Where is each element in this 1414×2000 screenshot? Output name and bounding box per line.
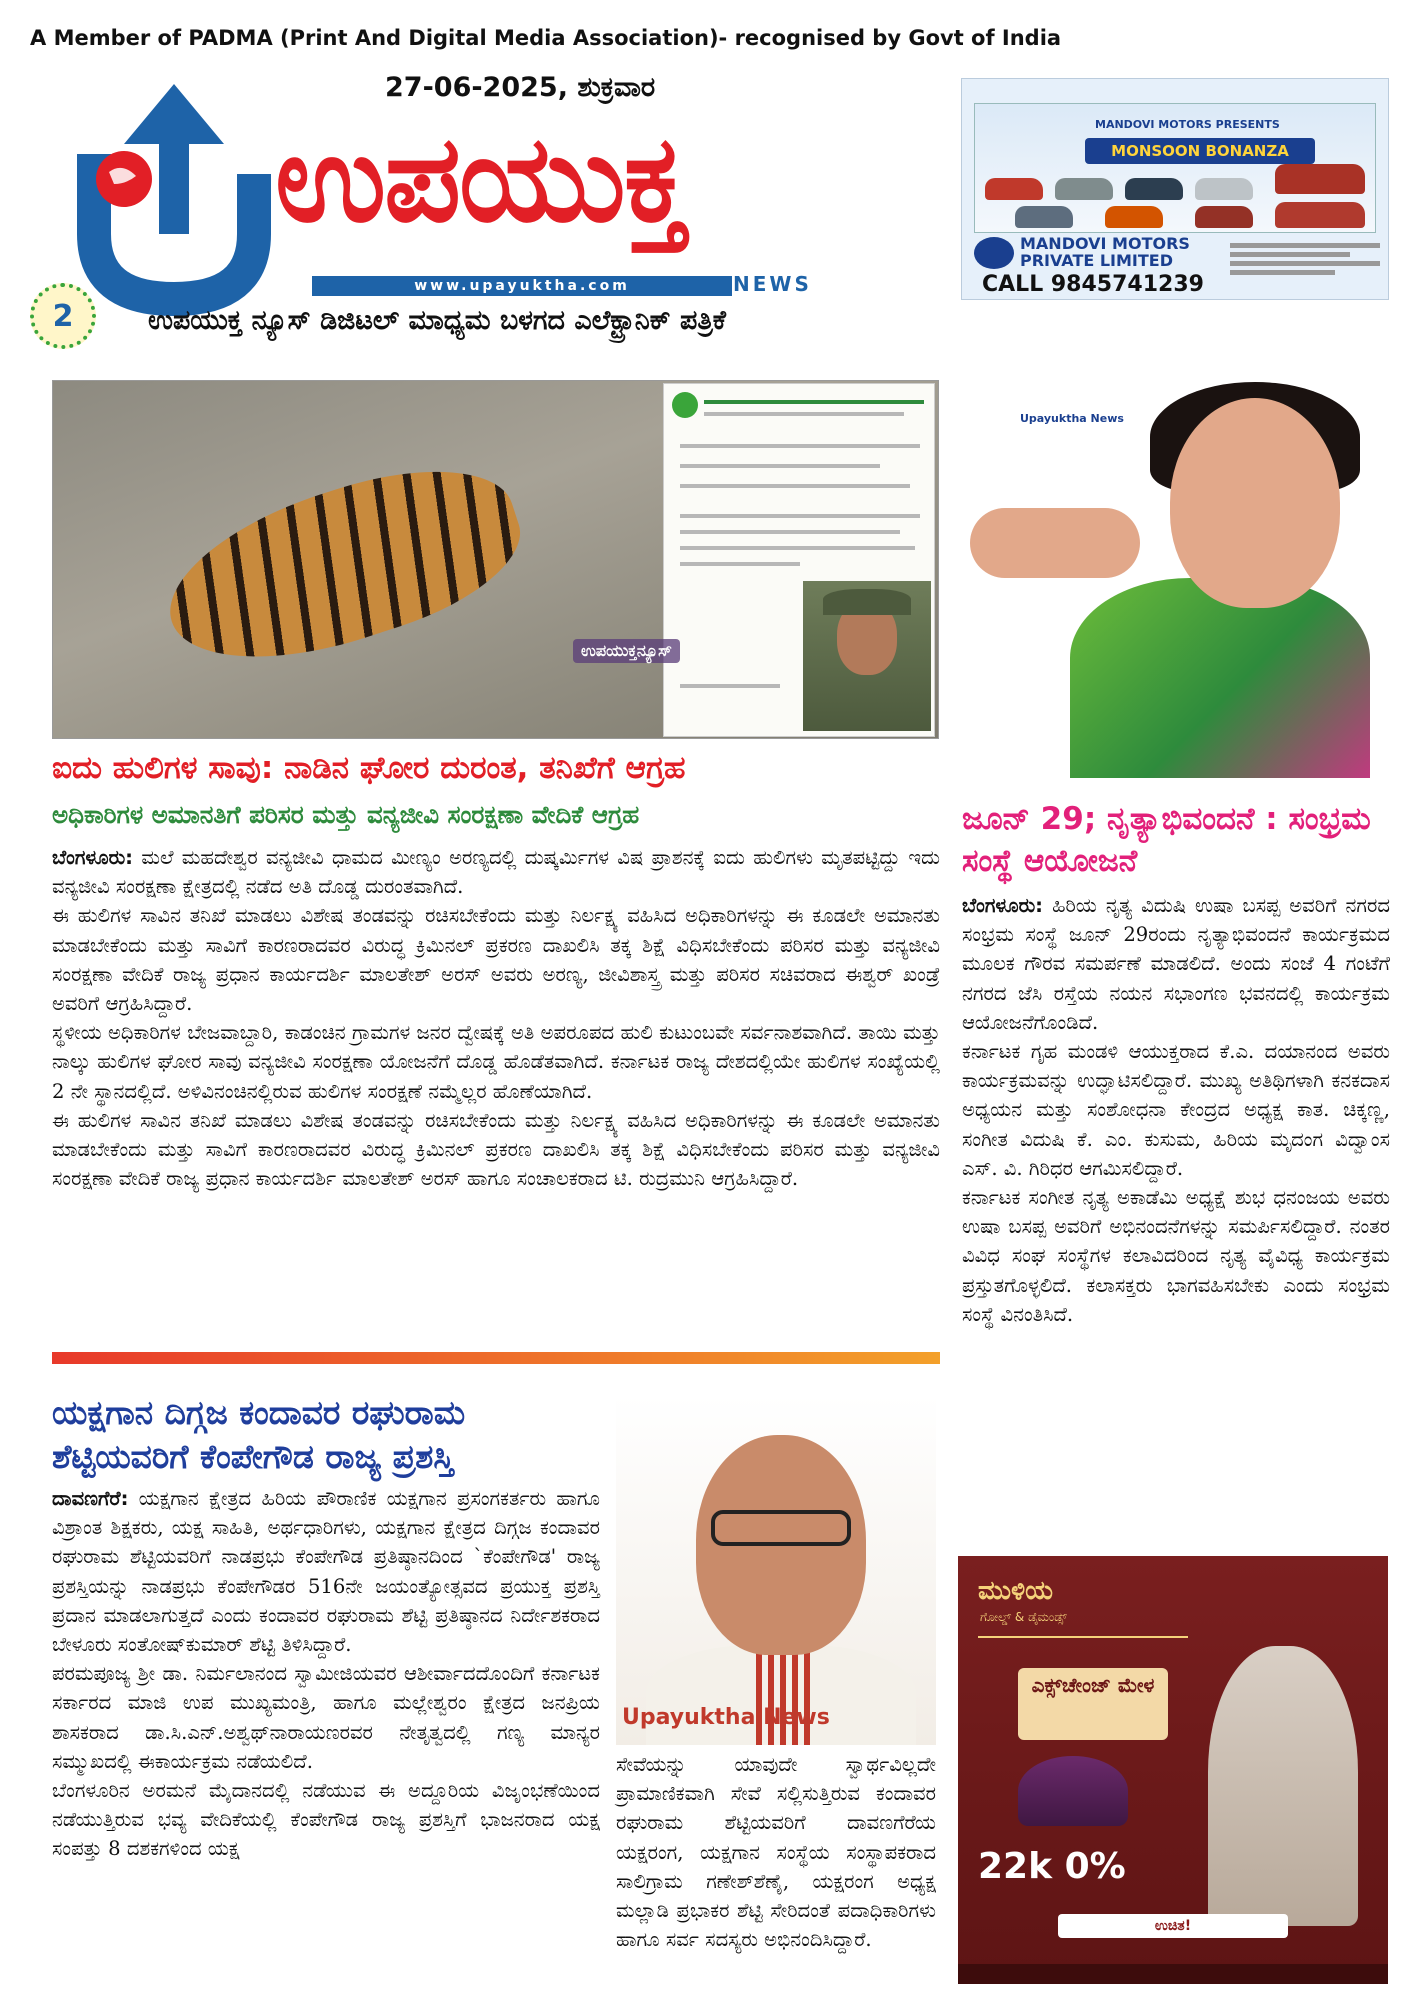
tiger-news-photo	[52, 380, 939, 739]
story1-body	[52, 843, 940, 1193]
story1-headline: ಐದು ಹುಲಿಗಳ ಸಾವು: ನಾಡಿನ ಘೋರ ದುರಂತ, ತನಿಖೆಗೆ ಆಗ್ರಹ	[52, 750, 686, 786]
story1-p1: ಮಲೆ ಮಹದೇಶ್ವರ ವನ್ಯಜೀವಿ ಧಾಮದ ಮೀಣ್ಯಂ ಅರಣ್ಯದಲ್ಲಿ ದುಷ್ಕರ್ಮಿಗಳ ವಿಷ ಪ್ರಾಶನಕ್ಕೆ ಐದು ಹುಲಿಗಳು ಮೃತಪಟ್ಟಿದ್ದು ಇದು ವನ್ಯಜೀವಿ ಸಂರಕ್ಷಣಾ ಕ್ಷೇತ್ರದಲ್ಲಿ ನಡೆದ ಅತಿ ದೊಡ್ಡ ದುರಂತವಾಗಿದೆ.	[52, 846, 940, 899]
story2-body	[962, 891, 1390, 1329]
car-icon	[1195, 178, 1253, 200]
story2-p2: ಕರ್ನಾಟಕ ಗೃಹ ಮಂಡಳಿ ಆಯುಕ್ತರಾದ ಕೆ.ಎ. ದಯಾನಂದ ಅವರು ಕಾರ್ಯಕ್ರಮವನ್ನು ಉದ್ಘಾಟಿಸಲಿದ್ದಾರೆ. ಮುಖ್ಯ ಅತಿಥಿಗಳಾಗಿ ಕನಕದಾಸ ಅಧ್ಯಯನ ಮತ್ತು ಸಂಶೋಧನಾ ಕೇಂದ್ರದ ಅಧ್ಯಕ್ಷ ಕಾತ. ಚಿಕ್ಕಣ್ಣ, ಸಂಗೀತ ವಿದುಷಿ ಕೆ. ಎಂ. ಕುಸುಮ, ಹಿರಿಯ ಮೃದಂಗ ವಿದ್ವಾಂಸ ಎಸ್. ವಿ. ಗಿರಿಧರ ಆಗಮಿಸಲಿದ್ದಾರೆ.	[962, 1040, 1390, 1180]
car-icon	[985, 178, 1043, 200]
car-icon	[1055, 178, 1113, 200]
photo-watermark: Upayuktha News	[1020, 412, 1124, 425]
upayuktha-logo-mark	[64, 64, 304, 324]
story1-paragraph	[52, 843, 940, 901]
suzuki-logo-icon	[974, 237, 1014, 269]
story2-p1: ಹಿರಿಯ ನೃತ್ಯ ವಿದುಷಿ ಉಷಾ ಬಸಪ್ಪ ಅವರಿಗೆ ನಗರದ ಸಂಭ್ರಮ ಸಂಸ್ಥೆ ಜೂನ್ 29ರಂದು ನೃತ್ಯಾಭಿವಂದನೆ ಕಾರ್ಯಕ್ರಮದ ಮೂಲಕ ಗೌರವ ಸಮರ್ಪಣೆ ಮಾಡಲಿದೆ. ಅಂದು ಸಂಜೆ 4 ಗಂಟೆಗೆ ನಗರದ ಜೆಸಿ ರಸ್ತೆಯ ನಯನ ಸಭಾಂಗಣ ಭವನದಲ್ಲಿ ಕಾರ್ಯಕ್ರಮ ಆಯೋಜನೆಗೊಂಡಿದೆ.	[962, 894, 1390, 1034]
ad-presents: MANDOVI MOTORS PRESENTS	[1095, 118, 1280, 131]
ad-fine-print	[1230, 239, 1380, 279]
dancer-face	[1170, 398, 1340, 608]
glasses-icon	[711, 1510, 851, 1546]
story1-p2: ಈ ಹುಲಿಗಳ ಸಾವಿನ ತನಿಖೆ ಮಾಡಲು ವಿಶೇಷ ತಂಡವನ್ನು ರಚಿಸಬೇಕೆಂದು ಮತ್ತು ನಿರ್ಲಕ್ಷ್ಯ ವಹಿಸಿದ ಅಧಿಕಾರಿಗಳನ್ನು ಈ ಕೂಡಲೇ ಅಮಾನತು ಮಾಡಬೇಕೆಂದು ಮತ್ತು ಸಾವಿಗೆ ಕಾರಣರಾದವರ ವಿರುದ್ಧ ಕ್ರಿಮಿನಲ್ ಪ್ರಕರಣ ದಾಖಲಿಸಿ ತಕ್ಕ ಶಿಕ್ಷೆ ವಿಧಿಸಬೇಕೆಂದು ಪರಿಸರ ಮತ್ತು ವನ್ಯಜೀವಿ ಸಂರಕ್ಷಣಾ ವೇದಿಕೆ ರಾಜ್ಯ ಪ್ರಧಾನ ಕಾರ್ಯದರ್ಶಿ ಮಾಲತೇಶ್ ಅರಸ್ ಅವರು ಅರಣ್ಯ, ಜೀವಿಶಾಸ್ತ್ರ ಮತ್ತು ಪರಿಸರ ಸಚಿವರಾದ ಈಶ್ವರ್ ಖಂಡ್ರೆ ಅವರಿಗೆ ಆಗ್ರಹಿಸಿದ್ದಾರೆ.	[52, 904, 940, 1016]
story3-continued	[616, 1750, 936, 1954]
story3-p2: ಪರಮಪೂಜ್ಯ ಶ್ರೀ ಡಾ. ನಿರ್ಮಲಾನಂದ ಸ್ವಾಮೀಜಿಯವರ ಆಶೀರ್ವಾದದೊಂದಿಗೆ ಕರ್ನಾಟಕ ಸರ್ಕಾರದ ಮಾಜಿ ಉಪ ಮುಖ್ಯಮಂತ್ರಿ, ಹಾಗೂ ಮಲ್ಲೇಶ್ವರಂ ಕ್ಷೇತ್ರದ ಜನಪ್ರಿಯ ಶಾಸಕರಾದ ಡಾ.ಸಿ.ಎನ್.ಅಶ್ವಥ್‌ನಾರಾಯಣರವರ ನೇತೃತ್ವದಲ್ಲಿ ಗಣ್ಯ ಮಾನ್ಯರ ಸಮ್ಮುಖದಲ್ಲಿ ಈಕಾರ್ಯಕ್ರಮ ನಡೆಯಲಿದೆ.	[52, 1662, 600, 1773]
tagline: ಉಪಯುಕ್ತ ನ್ಯೂಸ್ ಡಿಜಿಟಲ್ ಮಾಧ್ಯಮ ಬಳಗದ ಎಲೆಕ್ಟ್ರಾನಿಕ್ ಪತ್ರಿಕೆ	[148, 305, 727, 336]
dancer-costume	[1070, 578, 1370, 778]
ad-exchange-badge: ಎಕ್ಸ್‌ಚೇಂಜ್ ಮೇಳ	[1018, 1668, 1168, 1740]
story2-paragraph	[962, 891, 1390, 1037]
masthead-title: ಉಪಯುಕ್ತ	[275, 110, 686, 249]
seal-icon	[672, 392, 698, 418]
tiger-image	[149, 439, 538, 693]
awardee-photo	[616, 1395, 936, 1745]
story1-p4: ಈ ಹುಲಿಗಳ ಸಾವಿನ ತನಿಖೆ ಮಾಡಲು ವಿಶೇಷ ತಂಡವನ್ನು ರಚಿಸಬೇಕೆಂದು ಮತ್ತು ನಿರ್ಲಕ್ಷ್ಯ ವಹಿಸಿದ ಅಧಿಕಾರಿಗಳನ್ನು ಈ ಕೂಡಲೇ ಅಮಾನತು ಮಾಡಬೇಕೆಂದು ಮತ್ತು ಸಾವಿಗೆ ಕಾರಣರಾದವರ ವಿರುದ್ಧ ಕ್ರಿಮಿನಲ್ ಪ್ರಕರಣ ದಾಖಲಿಸಿ ತಕ್ಕ ಶಿಕ್ಷೆ ವಿಧಿಸಬೇಕೆಂದು ಪರಿಸರ ಮತ್ತು ವನ್ಯಜೀವಿ ಸಂರಕ್ಷಣಾ ವೇದಿಕೆ ರಾಜ್ಯ ಪ್ರಧಾನ ಕಾರ್ಯದರ್ಶಿ ಮಾಲತೇಶ್ ಅರಸ್ ಹಾಗೂ ಸಂಚಾಲಕರಾದ ಟಿ. ರುದ್ರಮುನಿ ಆಗ್ರಹಿಸಿದ್ದಾರೆ.	[52, 1108, 940, 1191]
ad-brand: ಮುಳಿಯ	[978, 1576, 1054, 1606]
padma-member-note: A Member of PADMA (Print And Digital Media Association)- recognised by Govt of India	[30, 26, 1062, 50]
dancer-hands	[970, 508, 1140, 578]
story2-p3: ಕರ್ನಾಟಕ ಸಂಗೀತ ನೃತ್ಯ ಅಕಾಡೆಮಿ ಅಧ್ಯಕ್ಷೆ ಶುಭ ಧನಂಜಯ ಅವರು ಉಷಾ ಬಸಪ್ಪ ಅವರಿಗೆ ಅಭಿನಂದನೆಗಳನ್ನು ಸಮರ್ಪಿಸಲಿದ್ದಾರೆ. ನಂತರ ವಿವಿಧ ಸಂಘ ಸಂಸ್ಥೆಗಳ ಕಲಾವಿದರಿಂದ ನೃತ್ಯ ವೈವಿಧ್ಯ ಕಾರ್ಯಕ್ರಮ ಪ್ರಸ್ತುತಗೊಳ್ಳಲಿದೆ. ಕಲಾಸಕ್ತರು ಭಾಗವಹಿಸಬೇಕು ಎಂದು ಸಂಭ್ರಮ ಸಂಸ್ಥೆ ವಿನಂತಿಸಿದೆ.	[962, 1186, 1390, 1326]
website-url[interactable]: www.upayuktha.com	[312, 276, 732, 296]
ad-brand-sub: ಗೋಲ್ಡ್ & ಡೈಮಂಡ್ಸ್	[980, 1610, 1067, 1624]
ad-phone[interactable]: CALL 9845741239	[982, 272, 1204, 297]
car-icon	[1125, 178, 1183, 200]
car-icon	[1105, 206, 1163, 228]
car-icon	[1275, 164, 1365, 194]
story1-subheadline: ಅಧಿಕಾರಿಗಳ ಅಮಾನತಿಗೆ ಪರಿಸರ ಮತ್ತು ವನ್ಯಜೀವಿ ಸಂರಕ್ಷಣಾ ವೇದಿಕೆ ಆಗ್ರಹ	[52, 800, 640, 829]
story3-p4: ಸೇವೆಯನ್ನು ಯಾವುದೇ ಸ್ವಾರ್ಥವಿಲ್ಲದೇ ಪ್ರಾಮಾಣಿಕವಾಗಿ ಸೇವೆ ಸಲ್ಲಿಸುತ್ತಿರುವ ಕಂದಾವರ ರಘುರಾಮ ಶೆಟ್ಟಿಯವರಿಗೆ ದಾವಣಗೆರೆಯ ಯಕ್ಷರಂಗ, ಯಕ್ಷಗಾನ ಸಂಸ್ಥೆಯ ಸಂಸ್ಥಾಪಕರಾದ ಸಾಲಿಗ್ರಾಮ ಗಣೇಶ್‌ಶೆಣೈ, ಯಕ್ಷರಂಗ ಅಧ್ಯಕ್ಷ ಮಲ್ಲಾಡಿ ಪ್ರಭಾಕರ ಶೆಟ್ಟಿ ಸೇರಿದಂತೆ ಪದಾಧಿಕಾರಿಗಳು ಹಾಗೂ ಸರ್ವ ಸದಸ್ಯರು ಅಭಿನಂದಿಸಿದ್ದಾರೆ.	[616, 1753, 936, 1952]
car-icon	[1015, 206, 1073, 228]
section-divider	[52, 1352, 940, 1364]
ad-dealer-name: MANDOVI MOTORS PRIVATE LIMITED	[1020, 234, 1190, 270]
story2-dateline: ಬೆಂಗಳೂರು:	[962, 894, 1044, 917]
dancer-photo	[960, 378, 1380, 778]
ad-footer-bar	[958, 1964, 1388, 1984]
muliya-jewellers-ad[interactable]	[958, 1556, 1388, 1984]
story3-headline: ಯಕ್ಷಗಾನ ದಿಗ್ಗಜ ಕಂದಾವರ ರಘುರಾಮ ಶೆಟ್ಟಿಯವರಿಗೆ ಕೆಂಪೇಗೌಡ ರಾಜ್ಯ ಪ್ರಶಸ್ತಿ	[52, 1393, 466, 1476]
story3-body	[52, 1484, 600, 1864]
story1-dateline: ಬೆಂಗಳೂರು:	[52, 846, 134, 869]
photo-caption: Upayuktha News	[622, 1705, 830, 1730]
story3-dateline: ದಾವಣಗೆರೆ:	[52, 1487, 129, 1510]
car-icon	[1195, 206, 1253, 228]
car-icon	[1275, 202, 1365, 228]
story1-p3: ಸ್ಥಳೀಯ ಅಧಿಕಾರಿಗಳ ಬೇಜವಾಬ್ದಾರಿ, ಕಾಡಂಚಿನ ಗ್ರಾಮಗಳ ಜನರ ದ್ವೇಷಕ್ಕೆ ಅತಿ ಅಪರೂಪದ ಹುಲಿ ಕುಟುಂಬವೇ ಸರ್ವನಾಶವಾಗಿದೆ. ತಾಯಿ ಮತ್ತು ನಾಲ್ಕು ಹುಲಿಗಳ ಘೋರ ಸಾವು ವನ್ಯಜೀವಿ ಸಂರಕ್ಷಣಾ ಯೋಜನೆಗೆ ದೊಡ್ಡ ಹೊಡೆತವಾಗಿದೆ. ಕರ್ನಾಟಕ ರಾಜ್ಯ ದೇಶದಲ್ಲಿಯೇ ಹುಲಿಗಳ ಸಂಖ್ಯೆಯಲ್ಲಿ 2 ನೇ ಸ್ಥಾನದಲ್ಲಿದೆ. ಅಳಿವಿನಂಚಿನಲ್ಲಿರುವ ಹುಲಿಗಳ ಸಂರಕ್ಷಣೆ ನಮ್ಮೆಲ್ಲರ ಹೊಣೆಯಾಗಿದೆ.	[52, 1021, 940, 1103]
mandovi-motors-ad[interactable]	[961, 78, 1389, 300]
ad-cta[interactable]: ಉಚಿತ!	[1058, 1914, 1288, 1938]
ad-headline: MONSOON BONANZA	[1085, 138, 1315, 164]
ad-line-decor	[978, 1636, 1188, 1638]
ad-car-banner	[974, 103, 1376, 233]
page-number-badge: 2	[30, 283, 96, 349]
necklace-display-icon	[1018, 1756, 1128, 1826]
news-label: NEWS	[733, 272, 812, 296]
story3-p3: ಬೆಂಗಳೂರಿನ ಅರಮನೆ ಮೈದಾನದಲ್ಲಿ ನಡೆಯುವ ಈ ಅದ್ದೂರಿಯ ವಿಜೃಂಭಣೆಯಿಂದ ನಡೆಯುತ್ತಿರುವ ಭವ್ಯ ವೇದಿಕೆಯಲ್ಲಿ ಕೆಂಪೇಗೌಡ ರಾಜ್ಯ ಪ್ರಶಸ್ತಿಗೆ ಭಾಜನರಾದ ಯಕ್ಷ ಸಂಪತ್ತು 8 ದಶಕಗಳಿಂದ ಯಕ್ಷ	[52, 1779, 600, 1861]
awardee-shawl	[756, 1645, 816, 1745]
person-portrait-image	[803, 581, 931, 731]
photo-overlay-label: ಉಪಯುಕ್ತನ್ಯೂಸ್	[573, 639, 680, 663]
issue-date: 27-06-2025, ಶುಕ್ರವಾರ	[385, 72, 656, 103]
story2-headline: ಜೂನ್ 29; ನೃತ್ಯಾಭಿವಂದನೆ : ಸಂಭ್ರಮ ಸಂಸ್ಥೆ ಆಯೋಜನೆ	[962, 801, 1371, 879]
story3-paragraph	[52, 1484, 600, 1659]
ad-offer: 22k 0%	[978, 1846, 1126, 1887]
ad-model-image	[1208, 1646, 1358, 1926]
story3-p1: ಯಕ್ಷಗಾನ ಕ್ಷೇತ್ರದ ಹಿರಿಯ ಪೌರಾಣಿಕ ಯಕ್ಷಗಾನ ಪ್ರಸಂಗಕರ್ತರು ಹಾಗೂ ವಿಶ್ರಾಂತ ಶಿಕ್ಷಕರು, ಯಕ್ಷ ಸಾಹಿತಿ, ಅರ್ಥಧಾರಿಗಳು, ಯಕ್ಷಗಾನ ಕ್ಷೇತ್ರದ ದಿಗ್ಗಜ ಕಂದಾವರ ರಘುರಾಮ ಶೆಟ್ಟಿಯವರಿಗೆ ನಾಡಪ್ರಭು ಕೆಂಪೇಗೌಡ ಪ್ರತಿಷ್ಠಾನದಿಂದ `ಕೆಂಪೇಗೌಡ' ರಾಜ್ಯ ಪ್ರಶಸ್ತಿಯನ್ನು ನಾಡಪ್ರಭು ಕೆಂಪೇಗೌಡರ 516ನೇ ಜಯಂತ್ಯೋತ್ಸವದ ಪ್ರಯುಕ್ತ ಪ್ರಶಸ್ತಿ ಪ್ರದಾನ ಮಾಡಲಾಗುತ್ತದೆ ಎಂದು ಕಂದಾವರ ರಘುರಾಮ ಶೆಟ್ಟಿ ಪ್ರತಿಷ್ಠಾನದ ನಿರ್ದೇಶಕರಾದ ಬೇಳೂರು ಸಂತೋಷ್‌ಕುಮಾರ್ ಶೆಟ್ಟಿ ತಿಳಿಸಿದ್ದಾರೆ.	[52, 1487, 600, 1657]
